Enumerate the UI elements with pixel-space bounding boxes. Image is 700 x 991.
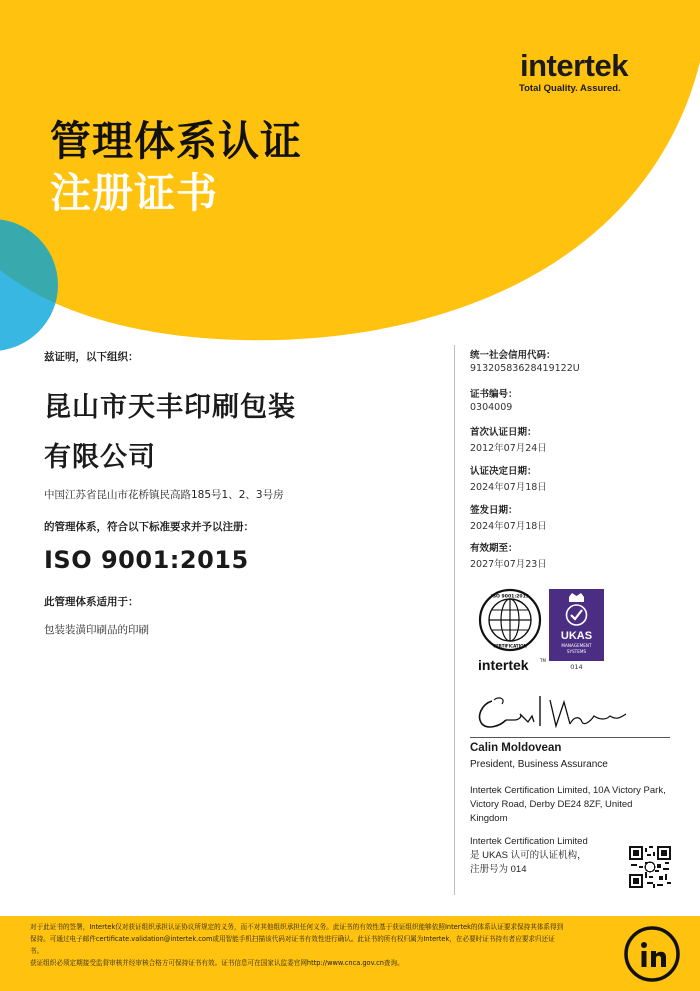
initial-date-value: 2012年07月24日 [470, 443, 547, 454]
certificate-number-value: 0304009 [470, 402, 513, 413]
credit-code-label: 统一社会信用代码： [470, 350, 556, 361]
footer-line-1: 对于此证书的签署，Intertek仅对获证组织承担认证协议所规定的义务，而不对其他组织承担任何义务。此证书的有效性基于获证组织能够依照Intertek的体系认证要求保持其体系得到 [30, 923, 564, 931]
signature-line [470, 737, 670, 738]
issue-date-value: 2024年07月18日 [470, 521, 547, 532]
certificate-title-line1: 管理体系认证 [50, 117, 302, 165]
footer-line-2: 保持。可通过电子邮件certificate.validation@intertek.com或用智能手机扫描该代码对证书有效性进行确认。此证书的所有权归属为Intertek，在必要时证书持有者应要求归还证 [30, 935, 555, 943]
expiry-date-label: 有效期至： [470, 543, 518, 554]
ukas-sub2: SYSTEMS [566, 649, 587, 654]
signatory-name: Calin Moldovean [470, 742, 562, 754]
footer-line-4: 获证组织必须定期接受监督审核并经审核合格方可保持证书有效。证书信息可在国家认监委官网http://www.cnca.gov.cn查询。 [30, 959, 404, 967]
decision-date-value: 2024年07月18日 [470, 482, 547, 493]
registration-number: 注册号为 014 [470, 864, 527, 875]
issuer-address: Intertek Certification Limited, 10A Victory Park, Victory Road, Derby DE24 8ZF, United Kingdom [470, 785, 666, 824]
logo-tagline: Total Quality. Assured. [519, 83, 621, 94]
intro-text: 兹证明，以下组织： [44, 351, 139, 363]
organization-address: 中国江苏省昆山市花桥镇民高路185号1、2、3号房 [44, 489, 284, 501]
certificate-number-label: 证书编号： [470, 389, 518, 400]
mark-intertek-word: intertek [478, 657, 529, 673]
iso-ring-bottom-text: CERTIFICATION [493, 643, 527, 649]
credit-code-value: 91320583628419122U [470, 363, 580, 374]
expiry-date-value: 2027年07月23日 [470, 559, 547, 570]
issue-date-label: 签发日期： [470, 505, 518, 516]
column-divider [454, 345, 455, 895]
footer-line-3: 书。 [30, 947, 44, 955]
standard-name: ISO 9001:2015 [44, 546, 249, 574]
organization-name-line2: 有限公司 [44, 442, 156, 473]
ukas-mark [549, 589, 604, 661]
certificate-title-line2: 注册证书 [50, 169, 218, 217]
trademark-symbol: TM [540, 658, 546, 663]
organization-name-line1: 昆山市天丰印刷包装 [44, 392, 296, 423]
accreditation-text: 是 UKAS 认可的认证机构， [470, 850, 587, 861]
scope-heading: 此管理体系适用于： [44, 596, 139, 608]
ukas-sub1: MANAGEMENT [561, 643, 592, 648]
intertek-round-mark-icon [622, 924, 682, 984]
conformity-statement: 的管理体系，符合以下标准要求并予以注册： [44, 521, 254, 533]
qr-code-icon[interactable] [629, 846, 671, 888]
signatory-role: President, Business Assurance [470, 759, 608, 770]
intertek-logo: intertek [520, 48, 628, 83]
ukas-number: 014 [570, 663, 583, 671]
scope-text: 包装装潢印刷品的印刷 [44, 624, 149, 636]
iso-ring-text: ISO 9001:2015 [491, 594, 529, 600]
ukas-word: UKAS [560, 630, 593, 642]
handwritten-signature [470, 686, 670, 736]
decision-date-label: 认证决定日期： [470, 466, 537, 477]
initial-date-label: 首次认证日期： [470, 427, 537, 438]
ukas-crown-check-icon [549, 589, 604, 661]
issuer-name: Intertek Certification Limited [470, 836, 588, 847]
iso-certification-mark-icon [474, 588, 550, 678]
